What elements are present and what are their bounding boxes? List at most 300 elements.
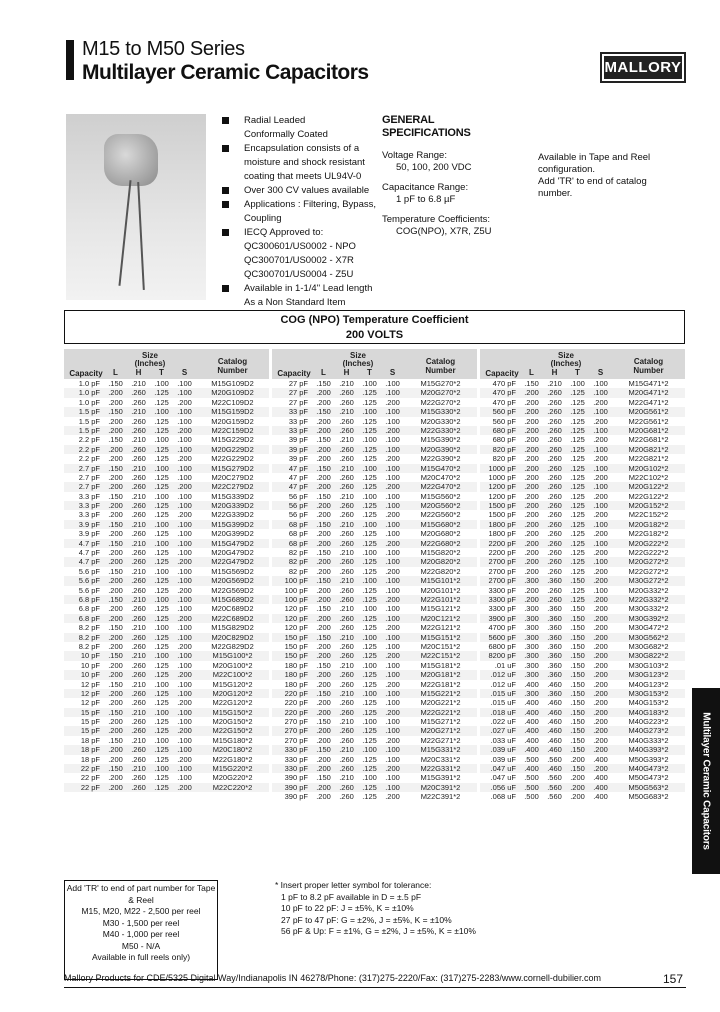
table-cell: .460 xyxy=(547,717,562,727)
table-cell: .200 xyxy=(316,585,331,595)
table-cell: 1.0 pF xyxy=(78,388,100,398)
capacitor-body-image xyxy=(104,134,158,186)
table-cell: .200 xyxy=(593,660,608,670)
table-cell: .125 xyxy=(154,397,169,407)
table-cell: .200 xyxy=(316,566,331,576)
table-cell: 27 pF xyxy=(288,388,308,398)
table-cell: 1000 pF xyxy=(488,463,516,473)
table-cell: .125 xyxy=(154,585,169,595)
table-cell: .200 xyxy=(593,472,608,482)
table-cell: .200 xyxy=(524,407,539,417)
table-cell: .100 xyxy=(362,773,377,783)
table-cell: .015 uF xyxy=(490,698,516,708)
table-cell: M30G562*2 xyxy=(628,632,669,642)
table-cell: M15G391*2 xyxy=(420,773,461,783)
table-cell: .125 xyxy=(362,501,377,511)
table-cell: .200 xyxy=(108,557,123,567)
table-row xyxy=(272,529,477,538)
table-cell: 10 pF xyxy=(80,670,100,680)
table-cell: .260 xyxy=(547,594,562,604)
table-cell: .210 xyxy=(339,463,354,473)
table-cell: .150 xyxy=(316,717,331,727)
table-row xyxy=(272,492,477,501)
table-cell: 330 pF xyxy=(284,754,308,764)
table-cell: M22G272*2 xyxy=(628,566,669,576)
table-cell: 33 pF xyxy=(288,416,308,426)
feature-item: Over 300 CV values available xyxy=(222,184,382,198)
table-cell: .100 xyxy=(593,444,608,454)
table-row xyxy=(480,576,685,585)
table-cell: .100 xyxy=(385,632,400,642)
table-cell: .150 xyxy=(108,679,123,689)
table-cell: .100 xyxy=(385,576,400,586)
table-cell: M20G680*2 xyxy=(420,529,461,539)
table-cell: .125 xyxy=(570,425,585,435)
table-row xyxy=(272,473,477,482)
table-cell: .150 xyxy=(108,407,123,417)
table-cell: .260 xyxy=(131,688,146,698)
table-row xyxy=(480,417,685,426)
table-cell: M30G472*2 xyxy=(628,623,669,633)
table-cell: 33 pF xyxy=(288,407,308,417)
table-row xyxy=(480,680,685,689)
table-cell: .260 xyxy=(131,397,146,407)
table-cell: .100 xyxy=(362,660,377,670)
table-cell: .200 xyxy=(108,416,123,426)
table-cell: 8200 pF xyxy=(488,651,516,661)
table-cell: 560 pF xyxy=(492,416,516,426)
table-cell: .150 xyxy=(316,491,331,501)
table-cell: M22G390*2 xyxy=(420,454,461,464)
table-cell: .460 xyxy=(547,707,562,717)
table-row xyxy=(64,492,269,501)
table-cell: .125 xyxy=(570,538,585,548)
table-cell: .200 xyxy=(524,397,539,407)
table-cell: 3.9 pF xyxy=(78,529,100,539)
table-cell: .150 xyxy=(108,707,123,717)
table-cell: .560 xyxy=(547,754,562,764)
table-cell: .260 xyxy=(131,604,146,614)
table-cell: M22G479D2 xyxy=(211,557,254,567)
table-cell: .033 uF xyxy=(490,735,516,745)
table-cell: .200 xyxy=(593,576,608,586)
table-cell: .200 xyxy=(108,726,123,736)
table-row xyxy=(64,670,269,679)
table-cell: M22G339D2 xyxy=(211,510,254,520)
table-row xyxy=(64,755,269,764)
table-cell: .100 xyxy=(154,594,169,604)
table-cell: 47 pF xyxy=(288,472,308,482)
table-row xyxy=(272,792,477,801)
table-cell: .125 xyxy=(154,641,169,651)
table-cell: M20G181*2 xyxy=(420,670,461,680)
table-cell: 2.7 pF xyxy=(78,482,100,492)
table-cell: .100 xyxy=(362,717,377,727)
table-cell: .125 xyxy=(362,726,377,736)
table-cell: 120 pF xyxy=(284,613,308,623)
table-row xyxy=(272,595,477,604)
table-cell: .200 xyxy=(108,444,123,454)
footer-address: Mallory Products for CDE/5325 Digital Way/Indianapolis IN 46278/Phone: (317)275-2220/Fax: (317)275-2283/www.cornell-dubilier.com xyxy=(64,973,601,983)
table-cell: .200 xyxy=(316,670,331,680)
table-row xyxy=(64,642,269,651)
table-row xyxy=(272,661,477,670)
table-cell: 5.6 pF xyxy=(78,566,100,576)
table-cell: .100 xyxy=(154,463,169,473)
table-cell: .200 xyxy=(316,444,331,454)
table-cell: .100 xyxy=(154,707,169,717)
table-cell: .100 xyxy=(385,435,400,445)
table-cell: .012 uF xyxy=(490,679,516,689)
table-row xyxy=(272,454,477,463)
table-cell: 2.7 pF xyxy=(78,472,100,482)
table-cell: .150 xyxy=(108,735,123,745)
table-cell: M20G229D2 xyxy=(211,444,254,454)
table-cell: .200 xyxy=(524,585,539,595)
table-cell: .260 xyxy=(131,632,146,642)
table-cell: .125 xyxy=(154,632,169,642)
table-row xyxy=(480,792,685,801)
table-cell: .200 xyxy=(177,397,192,407)
table-cell: .150 xyxy=(570,651,585,661)
table-cell: .210 xyxy=(339,604,354,614)
table-cell: .200 xyxy=(108,613,123,623)
table-cell: 56 pF xyxy=(288,510,308,520)
capacitor-table-col1 xyxy=(64,349,269,792)
table-cell: .260 xyxy=(131,698,146,708)
table-cell: .400 xyxy=(524,679,539,689)
column-header: S xyxy=(597,368,604,377)
table-cell: .260 xyxy=(339,510,354,520)
table-cell: .360 xyxy=(547,641,562,651)
table-cell: .100 xyxy=(154,435,169,445)
table-cell: 39 pF xyxy=(288,454,308,464)
table-cell: .150 xyxy=(108,594,123,604)
table-cell: M20G159D2 xyxy=(211,416,254,426)
table-row xyxy=(480,388,685,397)
table-cell: 390 pF xyxy=(284,782,308,792)
table-cell: .210 xyxy=(131,594,146,604)
table-cell: .200 xyxy=(316,425,331,435)
table-cell: .200 xyxy=(316,557,331,567)
table-cell: .100 xyxy=(177,717,192,727)
table-cell: .210 xyxy=(131,379,146,388)
table-cell: .100 xyxy=(385,519,400,529)
table-cell: 68 pF xyxy=(288,538,308,548)
table-cell: .150 xyxy=(316,745,331,755)
table-cell: 390 pF xyxy=(284,773,308,783)
table-cell: .100 xyxy=(177,444,192,454)
table-cell: M40G333*2 xyxy=(628,735,669,745)
column-header: T xyxy=(575,368,580,377)
table-cell: .100 xyxy=(385,407,400,417)
table-cell: 5600 pF xyxy=(488,632,516,642)
table-row xyxy=(64,501,269,510)
table-cell: .200 xyxy=(593,397,608,407)
table-cell: .150 xyxy=(316,632,331,642)
table-cell: .125 xyxy=(154,416,169,426)
table-cell: .100 xyxy=(154,764,169,774)
table-cell: .360 xyxy=(547,613,562,623)
table-cell: 82 pF xyxy=(288,557,308,567)
general-specifications-heading: GENERAL SPECIFICATIONS xyxy=(382,114,471,139)
table-row xyxy=(272,567,477,576)
table-cell: .200 xyxy=(570,782,585,792)
table-cell: .360 xyxy=(547,576,562,586)
table-cell: .260 xyxy=(339,482,354,492)
table-cell: .150 xyxy=(316,548,331,558)
table-cell: .260 xyxy=(547,538,562,548)
table-cell: .125 xyxy=(154,388,169,398)
table-cell: .260 xyxy=(339,707,354,717)
table-header xyxy=(272,349,477,379)
table-cell: M22C279D2 xyxy=(211,482,254,492)
table-cell: M22G270*2 xyxy=(420,397,461,407)
table-cell: .150 xyxy=(570,641,585,651)
table-cell: .260 xyxy=(339,585,354,595)
table-cell: .260 xyxy=(339,782,354,792)
table-cell: .125 xyxy=(570,397,585,407)
table-cell: .200 xyxy=(524,519,539,529)
table-cell: M40G153*2 xyxy=(628,698,669,708)
table-cell: 180 pF xyxy=(284,660,308,670)
table-cell: .200 xyxy=(593,670,608,680)
table-cell: .200 xyxy=(385,735,400,745)
table-cell: 1.5 pF xyxy=(78,425,100,435)
table-cell: 47 pF xyxy=(288,482,308,492)
table-cell: .100 xyxy=(385,782,400,792)
table-cell: M15G470*2 xyxy=(420,463,461,473)
table-cell: .200 xyxy=(316,472,331,482)
table-cell: 68 pF xyxy=(288,519,308,529)
table-cell: .200 xyxy=(177,454,192,464)
table-cell: .460 xyxy=(547,679,562,689)
table-cell: .200 xyxy=(593,707,608,717)
table-cell: .500 xyxy=(524,782,539,792)
table-row xyxy=(272,745,477,754)
table-cell: .125 xyxy=(362,454,377,464)
table-cell: .400 xyxy=(524,717,539,727)
table-cell: .200 xyxy=(108,501,123,511)
table-cell: .125 xyxy=(570,548,585,558)
table-cell: M20G221*2 xyxy=(420,698,461,708)
table-row xyxy=(272,633,477,642)
table-cell: 3900 pF xyxy=(488,613,516,623)
table-cell: M20C689D2 xyxy=(211,604,254,614)
table-cell: .200 xyxy=(593,604,608,614)
table-cell: .100 xyxy=(154,623,169,633)
column-header: L xyxy=(113,368,118,377)
table-cell: M20C121*2 xyxy=(420,613,461,623)
table-row xyxy=(64,783,269,792)
table-cell: .100 xyxy=(177,501,192,511)
table-cell: 100 pF xyxy=(284,585,308,595)
table-cell: .210 xyxy=(131,623,146,633)
table-cell: .260 xyxy=(547,491,562,501)
table-cell: .125 xyxy=(570,407,585,417)
table-row xyxy=(272,388,477,397)
table-cell: .260 xyxy=(547,425,562,435)
table-cell: .100 xyxy=(154,735,169,745)
table-cell: M20G220*2 xyxy=(212,773,253,783)
table-cell: .200 xyxy=(316,397,331,407)
table-cell: 330 pF xyxy=(284,764,308,774)
table-cell: M15G109D2 xyxy=(211,379,254,388)
table-cell: M15G151*2 xyxy=(420,632,461,642)
table-cell: 2700 pF xyxy=(488,576,516,586)
table-cell: .100 xyxy=(177,688,192,698)
table-cell: .260 xyxy=(131,472,146,482)
table-cell: .150 xyxy=(108,519,123,529)
table-cell: .100 xyxy=(593,585,608,595)
table-cell: .100 xyxy=(362,604,377,614)
table-cell: M20G102*2 xyxy=(628,463,669,473)
table-cell: M20G152*2 xyxy=(628,501,669,511)
table-cell: .260 xyxy=(339,623,354,633)
table-cell: 820 pF xyxy=(492,454,516,464)
table-cell: .100 xyxy=(385,444,400,454)
table-cell: 10 pF xyxy=(80,660,100,670)
table-cell: .260 xyxy=(339,529,354,539)
specifications: Voltage Range: 50, 100, 200 VDC Capacitance Range: 1 pF to 6.8 µF Temperature Coefficients: COG(NPO), X7R, Z5U xyxy=(382,150,492,237)
table-cell: .100 xyxy=(177,735,192,745)
table-cell: M30G103*2 xyxy=(628,660,669,670)
feature-item: Available in 1-1/4" Lead length As a Non Standard Item xyxy=(222,282,382,310)
table-cell: .260 xyxy=(339,613,354,623)
table-cell: 470 pF xyxy=(492,397,516,407)
table-row xyxy=(480,755,685,764)
table-cell: .200 xyxy=(108,632,123,642)
table-cell: .200 xyxy=(385,510,400,520)
table-cell: .125 xyxy=(362,482,377,492)
table-cell: .200 xyxy=(570,792,585,802)
table-cell: M22G821*2 xyxy=(628,454,669,464)
table-cell: 120 pF xyxy=(284,623,308,633)
table-cell: .100 xyxy=(177,529,192,539)
table-cell: M15G221*2 xyxy=(420,688,461,698)
table-cell: .200 xyxy=(570,773,585,783)
table-cell: .100 xyxy=(154,679,169,689)
table-cell: .200 xyxy=(385,623,400,633)
table-cell: 12 pF xyxy=(80,688,100,698)
table-cell: 18 pF xyxy=(80,735,100,745)
table-row xyxy=(64,595,269,604)
table-cell: .260 xyxy=(339,679,354,689)
table-cell: M22G560*2 xyxy=(420,510,461,520)
table-cell: M50G563*2 xyxy=(628,782,669,792)
table-cell: .200 xyxy=(385,651,400,661)
table-cell: .100 xyxy=(177,379,192,388)
table-cell: M20G820*2 xyxy=(420,557,461,567)
table-cell: 470 pF xyxy=(492,388,516,398)
table-cell: .200 xyxy=(385,594,400,604)
table-cell: .460 xyxy=(547,735,562,745)
table-row xyxy=(480,482,685,491)
table-row xyxy=(272,708,477,717)
table-cell: M20G101*2 xyxy=(420,585,461,595)
table-cell: .200 xyxy=(593,679,608,689)
table-cell: .01 uF xyxy=(494,660,516,670)
table-cell: 100 pF xyxy=(284,594,308,604)
feature-item: Radial Leaded xyxy=(222,114,382,128)
table-cell: .100 xyxy=(154,566,169,576)
table-cell: .260 xyxy=(339,735,354,745)
table-cell: .210 xyxy=(339,745,354,755)
table-cell: 560 pF xyxy=(492,407,516,417)
table-cell: M15G121*2 xyxy=(420,604,461,614)
table-row xyxy=(480,426,685,435)
table-cell: 27 pF xyxy=(288,379,308,388)
table-cell: .125 xyxy=(362,510,377,520)
table-cell: M15G101*2 xyxy=(420,576,461,586)
table-cell: .200 xyxy=(108,745,123,755)
table-row xyxy=(64,708,269,717)
bullet-square-icon xyxy=(222,117,229,124)
table-cell: .100 xyxy=(593,379,608,388)
table-cell: .200 xyxy=(108,548,123,558)
table-cell: M50G473*2 xyxy=(628,773,669,783)
table-cell: M15G120*2 xyxy=(212,679,253,689)
table-row xyxy=(272,773,477,782)
table-row xyxy=(64,417,269,426)
table-cell: 4.7 pF xyxy=(78,538,100,548)
table-cell: .260 xyxy=(547,557,562,567)
table-row xyxy=(64,445,269,454)
table-row xyxy=(64,736,269,745)
table-row xyxy=(480,670,685,679)
table-cell: .200 xyxy=(108,641,123,651)
feature-item: Encapsulation consists of a moisture and shock resistant coating that meets UL94V-0 xyxy=(222,142,382,184)
table-cell: .260 xyxy=(547,482,562,492)
tolerance-notes: * Insert proper letter symbol for tolerance: 1 pF to 8.2 pF available in D = ±.5 pF 10 pF to 22 pF: J = ±5%, K = ±10% 27 pF to 47 pF: G = ±2%, J = ±5%, K = ±10% 56 pF & Up: F = ±1%, G = ±2%, J = ±5%, K = ±10% xyxy=(275,880,476,936)
table-cell: M22G181*2 xyxy=(420,679,461,689)
table-cell: .200 xyxy=(316,482,331,492)
column-header: Size xyxy=(141,351,158,360)
table-cell: M50G683*2 xyxy=(628,792,669,802)
table-row xyxy=(480,689,685,698)
table-row xyxy=(480,529,685,538)
table-cell: .125 xyxy=(362,613,377,623)
table-cell: .100 xyxy=(154,407,169,417)
table-cell: 180 pF xyxy=(284,670,308,680)
table-cell: M22C159D2 xyxy=(211,425,254,435)
table-cell: 120 pF xyxy=(284,604,308,614)
table-cell: .125 xyxy=(570,519,585,529)
table-cell: .200 xyxy=(593,529,608,539)
table-cell: .150 xyxy=(570,698,585,708)
table-cell: 47 pF xyxy=(288,463,308,473)
table-row xyxy=(64,426,269,435)
column-header: H xyxy=(343,368,350,377)
table-cell: M22G471*2 xyxy=(628,397,669,407)
table-cell: M22G470*2 xyxy=(420,482,461,492)
table-cell: .200 xyxy=(385,482,400,492)
table-cell: .125 xyxy=(362,388,377,398)
table-cell: M22G221*2 xyxy=(420,707,461,717)
table-cell: M22G331*2 xyxy=(420,764,461,774)
table-cell: M15G180*2 xyxy=(212,735,253,745)
table-cell: .260 xyxy=(339,416,354,426)
table-row xyxy=(272,557,477,566)
table-cell: .300 xyxy=(524,604,539,614)
table-cell: 330 pF xyxy=(284,745,308,755)
table-cell: .125 xyxy=(362,425,377,435)
table-cell: 6800 pF xyxy=(488,641,516,651)
table-cell: 82 pF xyxy=(288,566,308,576)
table-row xyxy=(64,689,269,698)
table-cell: 390 pF xyxy=(284,792,308,802)
table-cell: .200 xyxy=(316,501,331,511)
